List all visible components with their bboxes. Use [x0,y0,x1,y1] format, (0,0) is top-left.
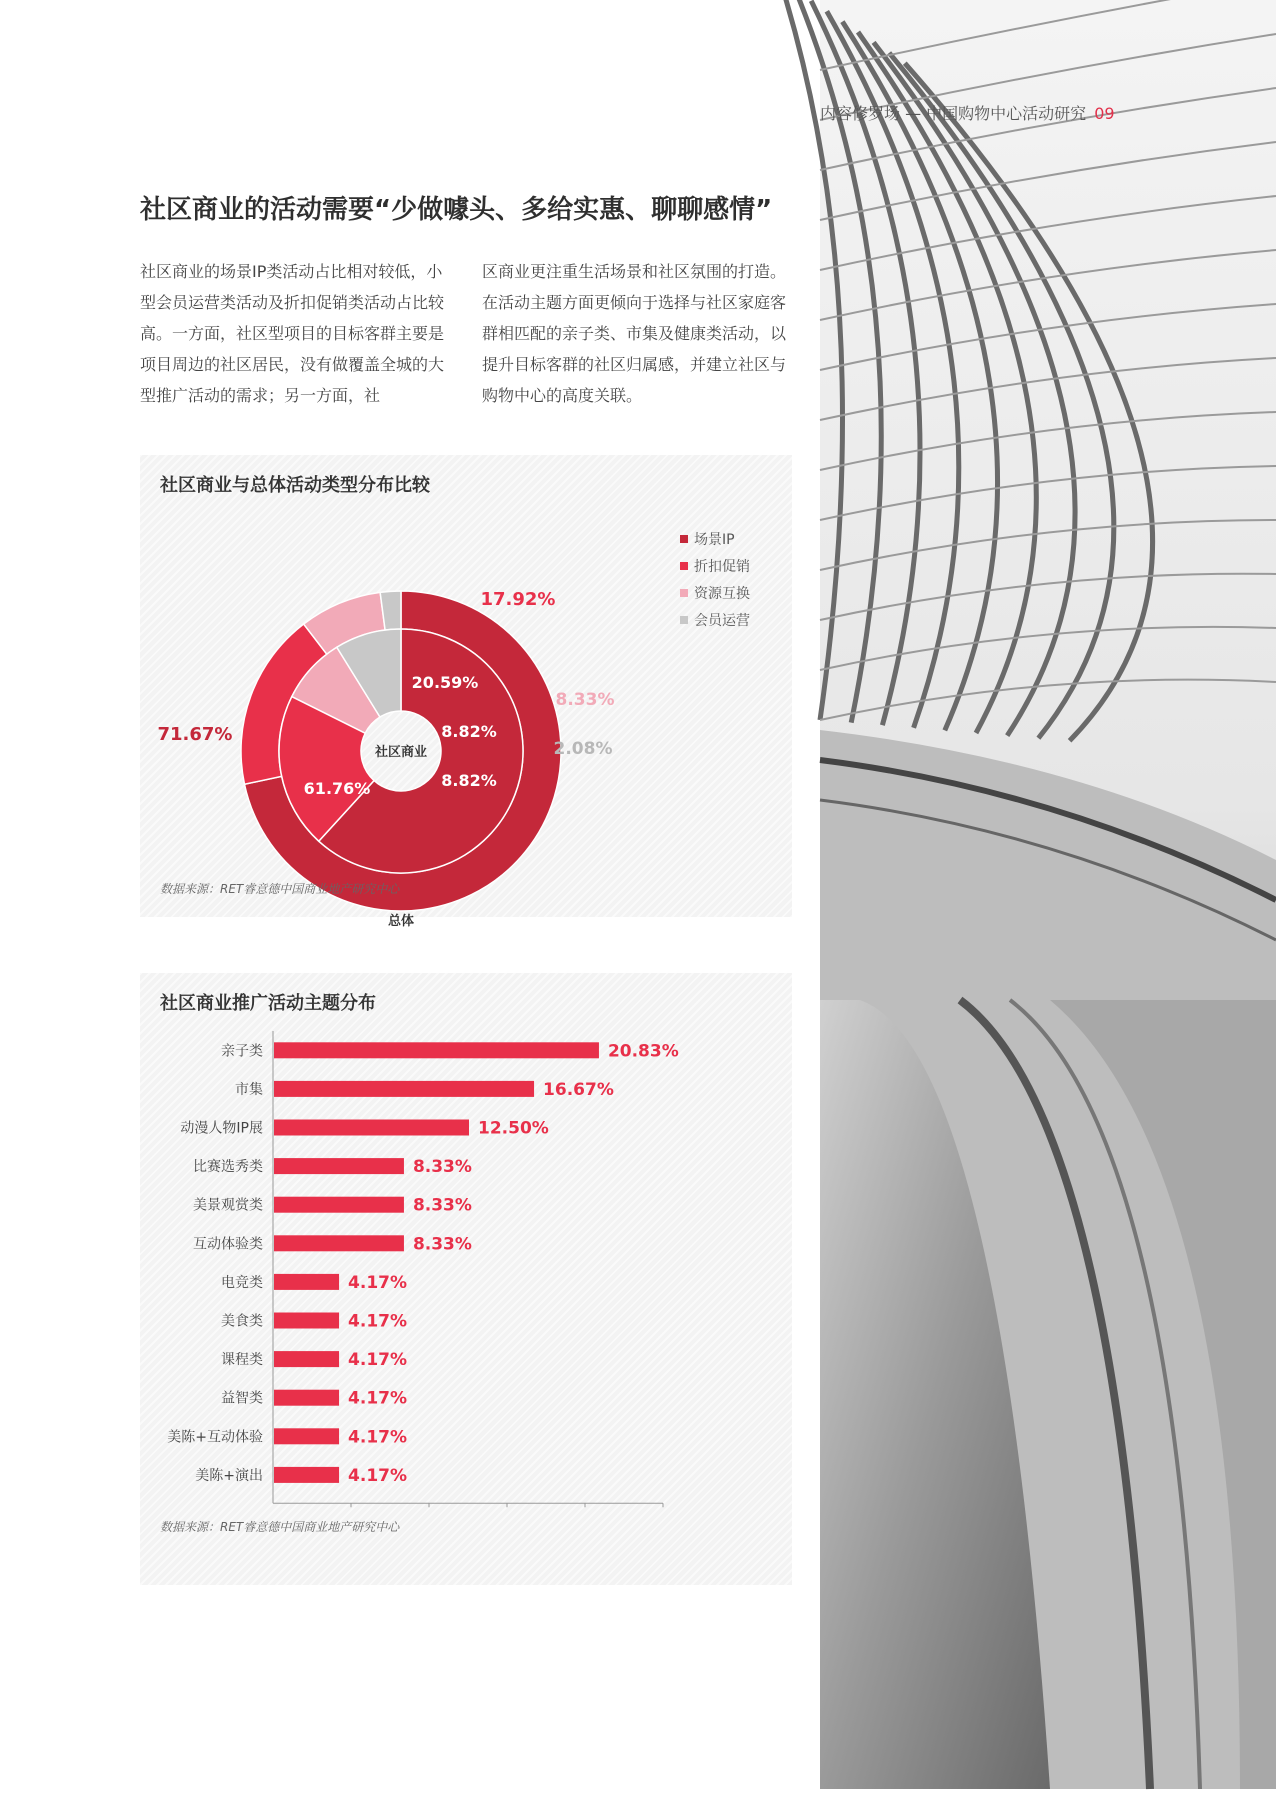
bar-category-label-9: 益智类 [221,1390,263,1407]
bar-0 [274,1042,599,1058]
bar-1 [274,1081,534,1097]
bar-chart-panel [140,973,792,1585]
donut-chart [140,505,660,929]
legend-label-3: 会员运营 [694,612,750,629]
donut-chart-panel [140,455,792,929]
bar-value-label-3: 8.33% [412,1157,472,1178]
bar-category-label-3: 比赛选秀类 [193,1159,263,1176]
legend-item-2 [680,579,750,606]
page-number: 09 [1094,104,1115,123]
bar-category-label-10: 美陈+互动体验 [167,1429,263,1446]
bar-value-label-10: 4.17% [348,1427,408,1448]
legend-swatch-3 [680,616,688,624]
bar-value-label-6: 4.17% [348,1272,408,1293]
outer-label-3: 2.08% [553,739,613,759]
bar-value-label-8: 4.17% [348,1350,408,1371]
bar-5 [274,1235,404,1251]
legend-swatch-1 [680,562,688,570]
bar-7 [274,1313,339,1329]
donut-chart-title: 社区商业与总体活动类型分布比较 [160,475,430,496]
bar-category-label-7: 美食类 [221,1313,263,1330]
bar-category-label-2: 动漫人物IP展 [180,1120,263,1137]
legend-label-2: 资源互换 [694,585,750,602]
bar-value-label-0: 20.83% [607,1041,679,1062]
outer-label-0: 71.67% [157,724,233,745]
bar-11 [274,1467,339,1483]
inner-label-0: 61.76% [303,779,371,798]
bar-category-label-6: 电竞类 [221,1274,263,1291]
inner-label-3: 8.82% [441,771,497,790]
bar-category-label-4: 美景观赏类 [193,1197,263,1214]
legend-item-1 [680,552,750,579]
bar-2 [274,1120,469,1136]
bar-10 [274,1428,339,1444]
running-header [820,101,1115,124]
legend-label-0: 场景IP [694,531,735,548]
outer-label-1: 17.92% [480,589,556,610]
donut-center-label: 社区商业 [374,745,428,760]
bar-6 [274,1274,339,1290]
bar-value-label-5: 8.33% [412,1234,472,1255]
photo-illustration [820,0,1276,1789]
intro-column-1: 社区商业的场景IP类活动占比相对较低，小型会员运营类活动及折扣促销类活动占比较高。一方面，社区型项目的目标客群主要是项目周边的社区居民，没有做覆盖全城的大型推广活动的需求；另一方面，社 [140,262,445,405]
bar-value-label-7: 4.17% [348,1311,408,1332]
intro-column-2: 区商业更注重生活场景和社区氛围的打造。在活动主题方面更倾向于选择与社区家庭客群相匹配的亲子类、市集及健康类活动，以提升目标客群的社区归属感，并建立社区与购物中心的高度关联。 [482,262,787,405]
bar-category-label-8: 课程类 [221,1352,263,1369]
donut-bottom-label: 总体 [387,914,415,929]
bar-category-label-1: 市集 [235,1081,263,1098]
bar-category-label-11: 美陈+演出 [195,1467,263,1484]
bar-chart-source: 数据来源：RET睿意德中国商业地产研究中心 [160,1520,400,1534]
outer-label-2: 8.33% [555,690,615,710]
bar-chart-title: 社区商业推广活动主题分布 [160,993,376,1014]
legend-item-3 [680,606,750,633]
bar-chart [140,1023,792,1503]
legend-item-0 [680,525,750,552]
donut-legend [680,525,750,633]
bar-9 [274,1390,339,1406]
legend-label-1: 折扣促销 [694,558,750,575]
mall-dome-photo [820,0,1276,1789]
bar-category-label-0: 亲子类 [221,1043,263,1060]
bar-value-label-9: 4.17% [348,1388,408,1409]
bar-value-label-1: 16.67% [543,1079,614,1100]
bar-8 [274,1351,339,1367]
inner-label-2: 8.82% [441,722,497,741]
donut-chart-source: 数据来源：RET睿意德中国商业地产研究中心 [160,882,400,896]
inner-label-1: 20.59% [411,673,479,692]
bar-value-label-4: 8.33% [412,1195,472,1216]
bar-category-label-5: 互动体验类 [193,1236,263,1253]
bar-value-label-2: 12.50% [478,1118,549,1139]
bar-4 [274,1197,404,1213]
bar-value-label-11: 4.17% [348,1465,408,1486]
header-text: 内容修罗场 — 中国购物中心活动研究 [820,104,1087,123]
bar-3 [274,1158,404,1174]
page-title: 社区商业的活动需要“少做噱头、多给实惠、聊聊感情” [140,195,773,225]
legend-swatch-2 [680,589,688,597]
legend-swatch-0 [680,535,688,543]
